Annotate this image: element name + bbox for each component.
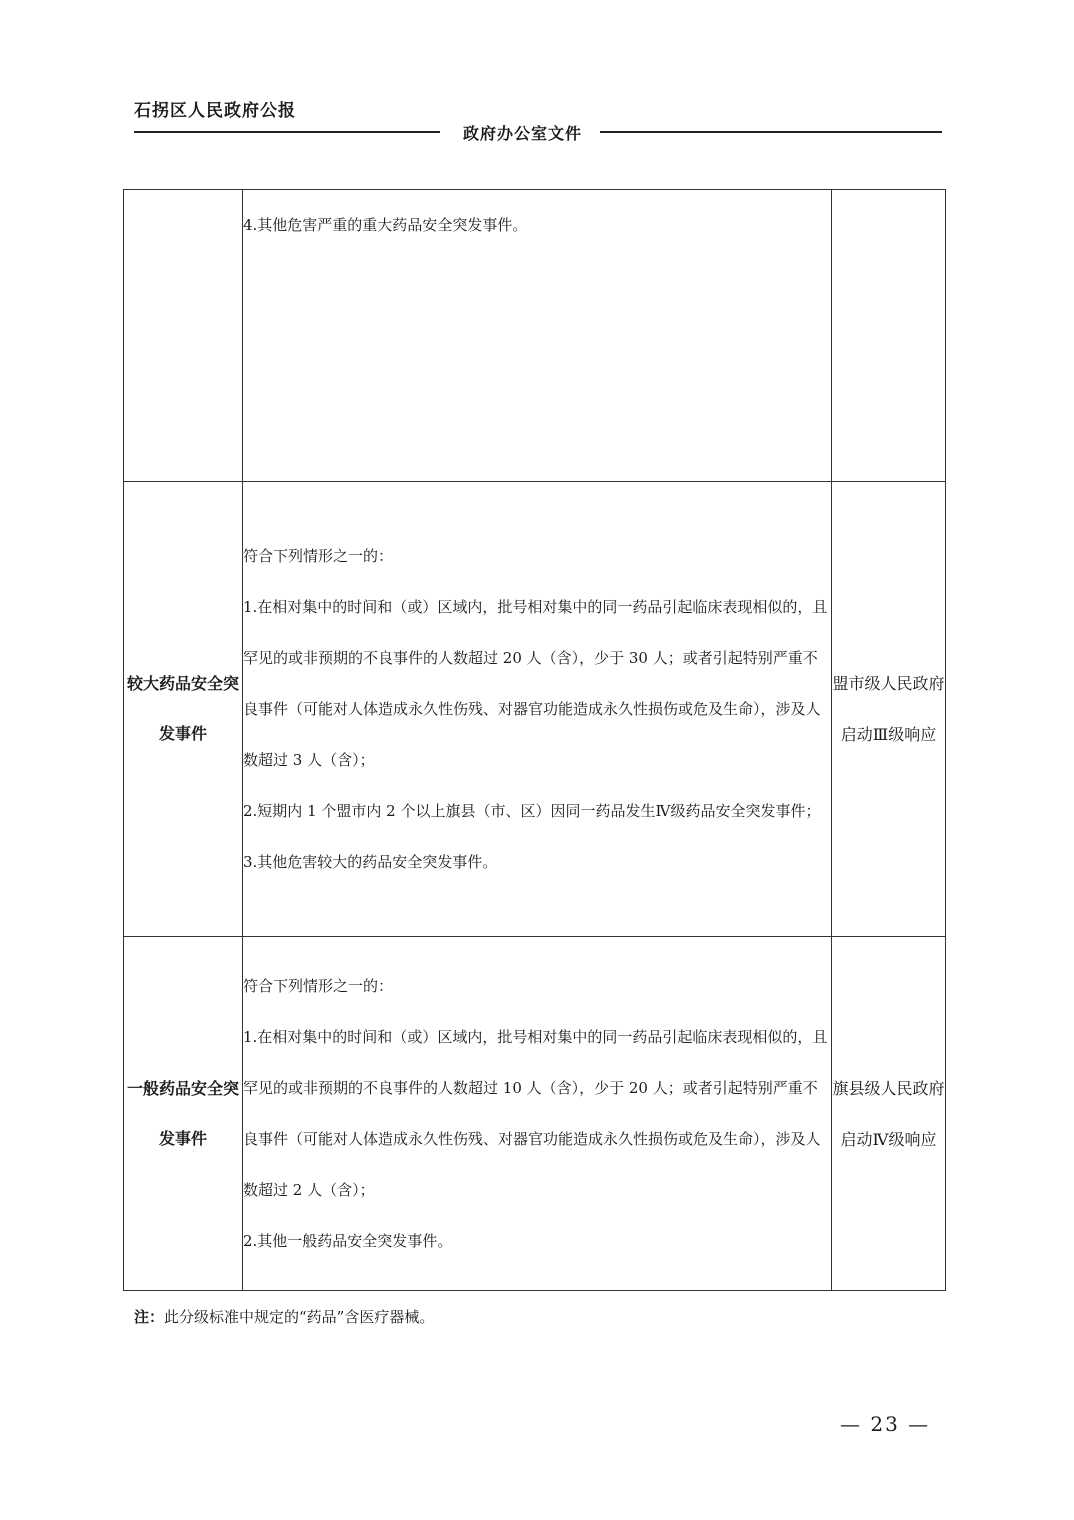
response-cell: 旗县级人民政府启动Ⅳ级响应 [832,937,946,1291]
response-cell [832,190,946,482]
table-row [124,937,946,1291]
criteria-cell [243,937,832,1291]
footnote-text: 此分级标准中规定的“药品”含医疗器械。 [164,1308,435,1326]
criteria-item: 符合下列情形之一的： [243,546,394,565]
criteria-item: 1.在相对集中的时间和（或）区域内，批号相对集中的同一药品引起临床表现相似的，且罕见的或非预期的不良事件的人数超过 10 人（含），少于 20 人；或者引起特别严重不良事件（可能对人体造成永久性伤残、对器官功能造成永久性损伤或危及生命），涉及人数超过 2 人（含）； [243,1027,828,1199]
criteria-item: 3.其他危害较大的药品安全突发事件。 [243,852,498,871]
level-cell: 一般药品安全突发事件 [124,937,243,1291]
header-rule-left [134,131,440,133]
criteria-cell [243,482,832,937]
response-cell: 盟市级人民政府启动Ⅲ级响应 [832,482,946,937]
criteria-item: 2.短期内 1 个盟市内 2 个以上旗县（市、区）因同一药品发生Ⅳ级药品安全突发事件； [243,801,821,820]
criteria-item: 1.在相对集中的时间和（或）区域内，批号相对集中的同一药品引起临床表现相似的，且罕见的或非预期的不良事件的人数超过 20 人（含），少于 30 人；或者引起特别严重不良事件（可能对人体造成永久性伤残、对器官功能造成永久性损伤或危及生命），涉及人数超过 3 人（含）； [243,597,828,769]
level-cell: 较大药品安全突发事件 [124,482,243,937]
level-cell [124,190,243,482]
footnote-label: 注： [134,1308,165,1326]
criteria-item: 符合下列情形之一的： [243,976,394,995]
header-subtitle: 政府办公室文件 [462,124,582,143]
criteria-item: 4.其他危害严重的重大药品安全突发事件。 [243,216,528,234]
footnote [134,1306,434,1327]
header-title: 石拐区人民政府公报 [134,101,296,121]
grading-table [123,189,946,1291]
table-row [124,190,946,482]
header-rule-right [600,131,942,133]
table-row [124,482,946,937]
criteria-item: 2.其他一般药品安全突发事件。 [243,1231,453,1250]
page-number: — 23 — [840,1412,931,1436]
criteria-cell [243,190,832,482]
